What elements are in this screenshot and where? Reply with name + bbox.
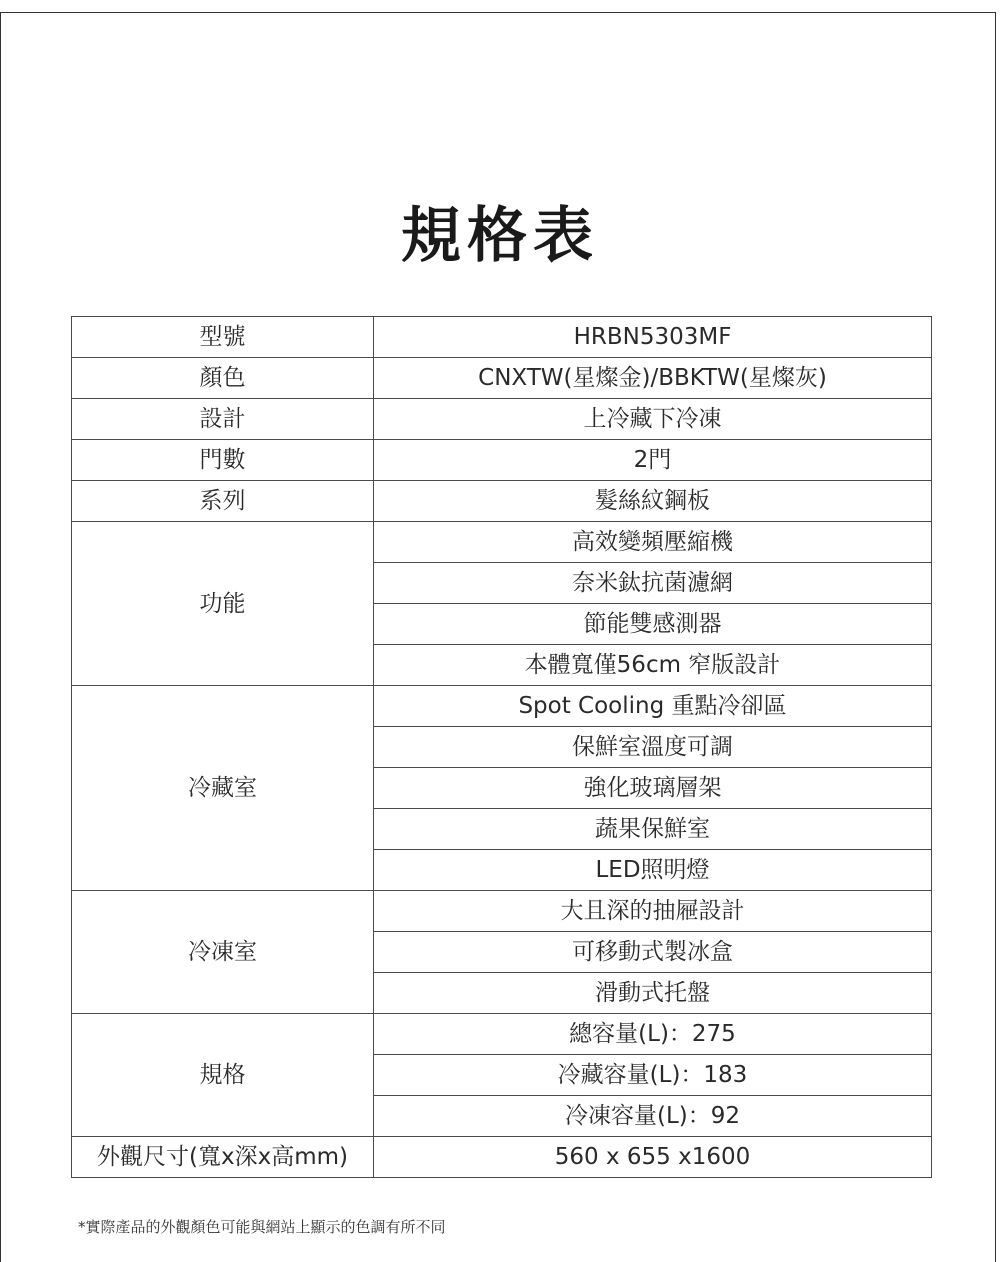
spec-table bbox=[71, 316, 932, 1178]
table-row bbox=[72, 686, 932, 727]
table-row bbox=[72, 317, 932, 358]
spec-value: 高效變頻壓縮機 bbox=[374, 522, 932, 563]
spec-value: 保鮮室溫度可調 bbox=[374, 727, 932, 768]
spec-value: 本體寬僅56cm 窄版設計 bbox=[374, 645, 932, 686]
spec-value: 可移動式製冰盒 bbox=[374, 932, 932, 973]
spec-value: 560 x 655 x1600 bbox=[374, 1137, 932, 1178]
spec-label: 顏色 bbox=[72, 358, 374, 399]
table-row bbox=[72, 1137, 932, 1178]
spec-value: 節能雙感測器 bbox=[374, 604, 932, 645]
table-row bbox=[72, 481, 932, 522]
spec-value: LED照明燈 bbox=[374, 850, 932, 891]
table-row bbox=[72, 440, 932, 481]
spec-label: 功能 bbox=[72, 522, 374, 686]
spec-label: 冷凍室 bbox=[72, 891, 374, 1014]
spec-value: 冷凍容量(L)：92 bbox=[374, 1096, 932, 1137]
spec-value: 髮絲紋鋼板 bbox=[374, 481, 932, 522]
spec-label: 外觀尺寸(寬x深x高mm) bbox=[72, 1137, 374, 1178]
table-row bbox=[72, 522, 932, 563]
spec-label: 型號 bbox=[72, 317, 374, 358]
spec-value: 總容量(L)：275 bbox=[374, 1014, 932, 1055]
spec-value: 2門 bbox=[374, 440, 932, 481]
spec-value: 蔬果保鮮室 bbox=[374, 809, 932, 850]
table-row bbox=[72, 891, 932, 932]
spec-value: 強化玻璃層架 bbox=[374, 768, 932, 809]
spec-value: 大且深的抽屜設計 bbox=[374, 891, 932, 932]
spec-label: 冷藏室 bbox=[72, 686, 374, 891]
spec-value: 奈米鈦抗菌濾網 bbox=[374, 563, 932, 604]
spec-table-body bbox=[72, 317, 932, 1178]
table-row bbox=[72, 399, 932, 440]
spec-label: 設計 bbox=[72, 399, 374, 440]
spec-value: HRBN5303MF bbox=[374, 317, 932, 358]
spec-value: CNXTW(星燦金)/BBKTW(星燦灰) bbox=[374, 358, 932, 399]
spec-value: 滑動式托盤 bbox=[374, 973, 932, 1014]
spec-label: 門數 bbox=[72, 440, 374, 481]
spec-value: Spot Cooling 重點冷卻區 bbox=[374, 686, 932, 727]
page-title: 規格表 bbox=[401, 201, 599, 271]
spec-value: 上冷藏下冷凍 bbox=[374, 399, 932, 440]
spec-label: 規格 bbox=[72, 1014, 374, 1137]
table-row bbox=[72, 358, 932, 399]
spec-label: 系列 bbox=[72, 481, 374, 522]
footnote: *實際產品的外觀顏色可能與網站上顯示的色調有所不同 bbox=[78, 1218, 446, 1236]
table-row bbox=[72, 1014, 932, 1055]
spec-value: 冷藏容量(L)：183 bbox=[374, 1055, 932, 1096]
